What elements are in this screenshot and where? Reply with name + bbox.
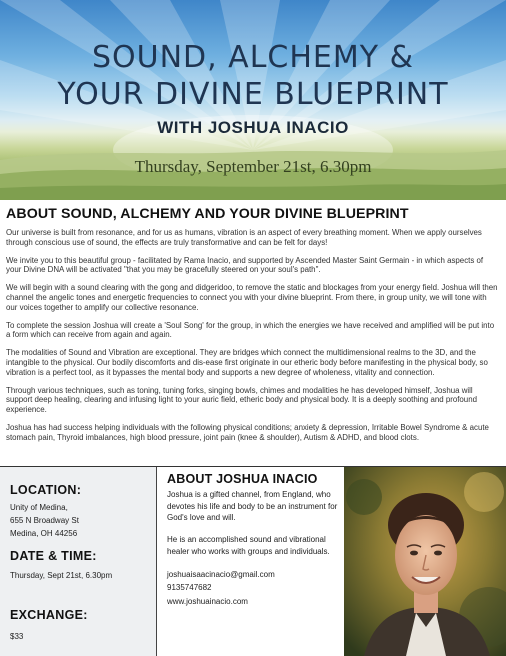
about-bio-paragraph: He is an accomplished sound and vibrational healer who works with groups and individuals. xyxy=(167,535,330,556)
event-title-line-2: YOUR DIVINE BLUEPRINT xyxy=(57,77,449,112)
description-paragraph: We invite you to this beautiful group - facilitated by Rama Inacio, and supported by Ascended Master Saint Germain - in which aspects of your Divine DNA will be activated "that you may be gracefully steered on your soul's path". xyxy=(6,255,484,275)
description-paragraph: The modalities of Sound and Vibration are exceptional. They are bridges which connect the multidimensional realms to the 3D, and the intangible to the physical. Our bodily discomforts and dis-ease first originate in our etheric body before manifesting in the physical body, so vibration is a perfect tool, as it bypasses the mental body and supports a new degree of wholeness, vitality and connection. xyxy=(6,348,488,377)
description-paragraph: Through various techniques, such as toning, tuning forks, singing bowls, chimes and modalities he has developed himself, Joshua will support deep healing, clearing and infusing light to your auric field, etheric body and physical body. It is a deeply soothing and profound experience. xyxy=(6,385,477,414)
location-street: 655 N Broadway St xyxy=(10,516,79,525)
hero-banner xyxy=(0,0,506,200)
contact-website[interactable]: www.joshuainacio.com xyxy=(167,596,248,606)
about-bio-paragraph: Joshua is a gifted channel, from England, who devotes his life and body to be an instrument for God's love and will. xyxy=(167,490,338,523)
description-paragraph: Our universe is built from resonance, and for us as humans, vibration is an aspect of every breathing moment. When we apply ourselves through conscious use of sound, the effects are truly transformative and can be felt for days! xyxy=(6,228,482,247)
location-venue: Unity of Medina, xyxy=(10,503,68,512)
description-paragraph: Joshua has had success helping individuals with the following physical conditions; anxiety & depression, Irritable Bowel Syndrome & acute stomach pain, Thyroid imbalances, high blood pressure, joint pain (knee & shoulder), Autism & ADHD, and blood clots. xyxy=(6,422,489,442)
description-paragraph: To complete the session Joshua will create a 'Soul Song' for the group, in which the energies we have received and amplified will be put into a form which can receive from again and again. xyxy=(6,320,495,340)
facilitator-photo xyxy=(344,467,506,656)
location-city: Medina, OH 44256 xyxy=(10,529,78,538)
exchange-price: $33 xyxy=(10,632,24,641)
about-heading: ABOUT JOSHUA INACIO xyxy=(167,472,318,486)
event-details-panel xyxy=(0,467,156,656)
event-subtitle: WITH JOSHUA INACIO xyxy=(157,118,349,137)
portrait-image xyxy=(344,467,506,656)
datetime-value: Thursday, Sept 21st, 6.30pm xyxy=(10,571,113,580)
location-address xyxy=(10,501,79,540)
contact-info xyxy=(167,568,345,609)
description-paragraph: We will begin with a sound clearing with the gong and didgeridoo, to remove the static and blockages from your energy field. Joshua will then channel the angelic tones and energetic frequencies to connect you with your divine blueprint. From there, in group unity, we will tone with our voices together to amplify our collective resonance. xyxy=(6,283,498,312)
event-date: Thursday, September 21st, 6.30pm xyxy=(134,157,372,176)
datetime-heading: DATE & TIME: xyxy=(10,549,97,563)
event-description xyxy=(6,206,500,451)
contact-email[interactable]: joshuaisaacinacio@gmail.com xyxy=(167,569,275,579)
column-divider xyxy=(156,467,157,656)
location-heading: LOCATION: xyxy=(10,483,82,497)
description-heading: ABOUT SOUND, ALCHEMY AND YOUR DIVINE BLUEPRINT xyxy=(6,206,409,222)
about-facilitator xyxy=(167,472,345,608)
exchange-heading: EXCHANGE: xyxy=(10,608,88,622)
event-title-line-1: SOUND, ALCHEMY & xyxy=(91,40,415,75)
contact-phone[interactable]: 9135747682 xyxy=(167,583,212,593)
